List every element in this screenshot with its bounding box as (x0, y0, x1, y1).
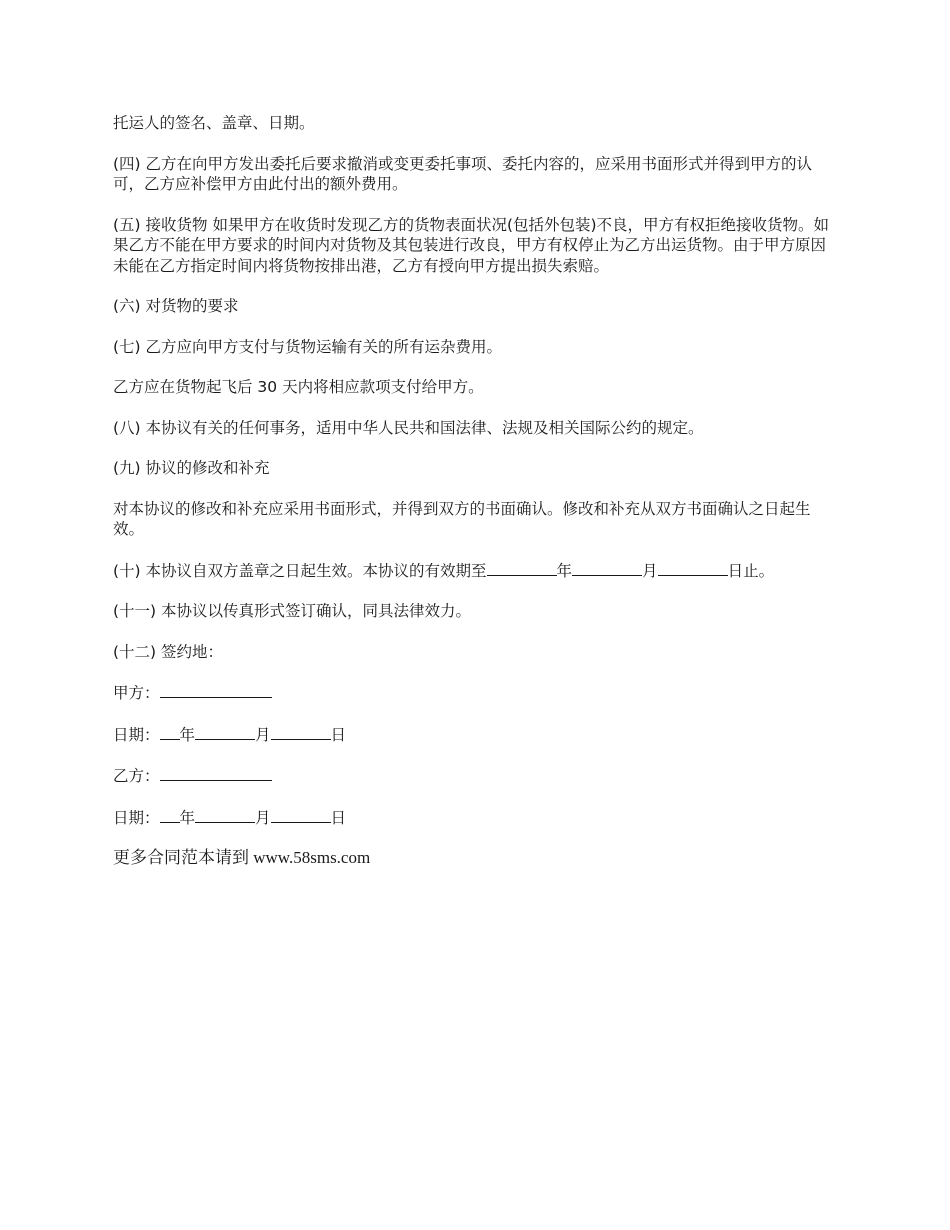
year-label: 年 (556, 561, 573, 580)
party-a-blank (160, 682, 272, 698)
date-b-month-blank (195, 807, 255, 823)
month-label: 月 (642, 561, 658, 580)
date-b-year-blank (160, 807, 180, 823)
clause-10-text: (十) 本协议自双方盖章之日起生效。本协议的有效期至 (113, 561, 487, 580)
party-b-line (113, 765, 838, 787)
day-label: 日 (727, 561, 744, 580)
payment-term: 乙方应在货物起飞后 30 天内将相应款项支付给甲方。 (113, 378, 484, 396)
party-b-blank (160, 765, 272, 781)
clause-10 (113, 560, 838, 582)
clause-12: (十二) 签约地： (113, 642, 224, 661)
date-a-year-label: 年 (179, 725, 196, 744)
party-b-label: 乙方： (113, 767, 160, 785)
clause-7: (七) 乙方应向甲方支付与货物运输有关的所有运杂费用。 (113, 337, 503, 356)
date-b-year-label: 年 (179, 808, 196, 827)
date-b-month-label: 月 (255, 808, 271, 827)
date-a-label: 日期： (113, 725, 160, 744)
clause-6: (六) 对货物的要求 (113, 297, 239, 315)
date-a-month-label: 月 (255, 725, 271, 744)
clause-4: (四) 乙方在向甲方发出委托后要求撤消或变更委托事项、委托内容的，应采用书面形式并得到甲方的认可，乙方应补偿甲方由此付出的额外费用。 (113, 154, 813, 193)
day-blank (658, 560, 728, 576)
date-a-month-blank (195, 724, 255, 740)
month-blank (572, 560, 642, 576)
party-a-label: 甲方： (113, 684, 160, 702)
clause-9: (九) 协议的修改和补充 (113, 459, 270, 477)
amendment-paragraph: 对本协议的修改和补充应采用书面形式，并得到双方的书面确认。修改和补充从双方书面确认之日起生效。 (113, 499, 811, 538)
party-a-line (113, 682, 838, 704)
date-b-label: 日期： (113, 808, 160, 827)
paragraph-consignor-signature: 托运人的签名、盖章、日期。 (113, 114, 315, 132)
date-a-line (113, 724, 838, 746)
date-b-day-blank (271, 807, 331, 823)
clause-11: (十一) 本协议以传真形式签订确认，同具法律效力。 (113, 602, 472, 620)
document-page (113, 113, 838, 889)
date-b-day-label: 日 (330, 808, 347, 827)
footer-note: 更多合同范本请到 www.58sms.com (113, 848, 371, 867)
date-a-day-label: 日 (330, 725, 347, 744)
date-a-year-blank (160, 724, 180, 740)
clause-8: (八) 本协议有关的任何事务，适用中华人民共和国法律、法规及相关国际公约的规定。 (113, 418, 704, 437)
date-a-day-blank (271, 724, 331, 740)
year-blank (487, 560, 557, 576)
clause-10-end: 止。 (743, 561, 775, 580)
clause-5: (五) 接收货物 如果甲方在收货时发现乙方的货物表面状况(包括外包装)不良，甲方有权拒绝接收货物。如果乙方不能在甲方要求的时间内对货物及其包装进行改良，甲方有权停止为乙方出运货物。由于甲方原因未能在乙方指定时间内将货物按排出港，乙方有授向甲方提出损失索赔。 (113, 215, 830, 275)
date-b-line (113, 807, 838, 829)
